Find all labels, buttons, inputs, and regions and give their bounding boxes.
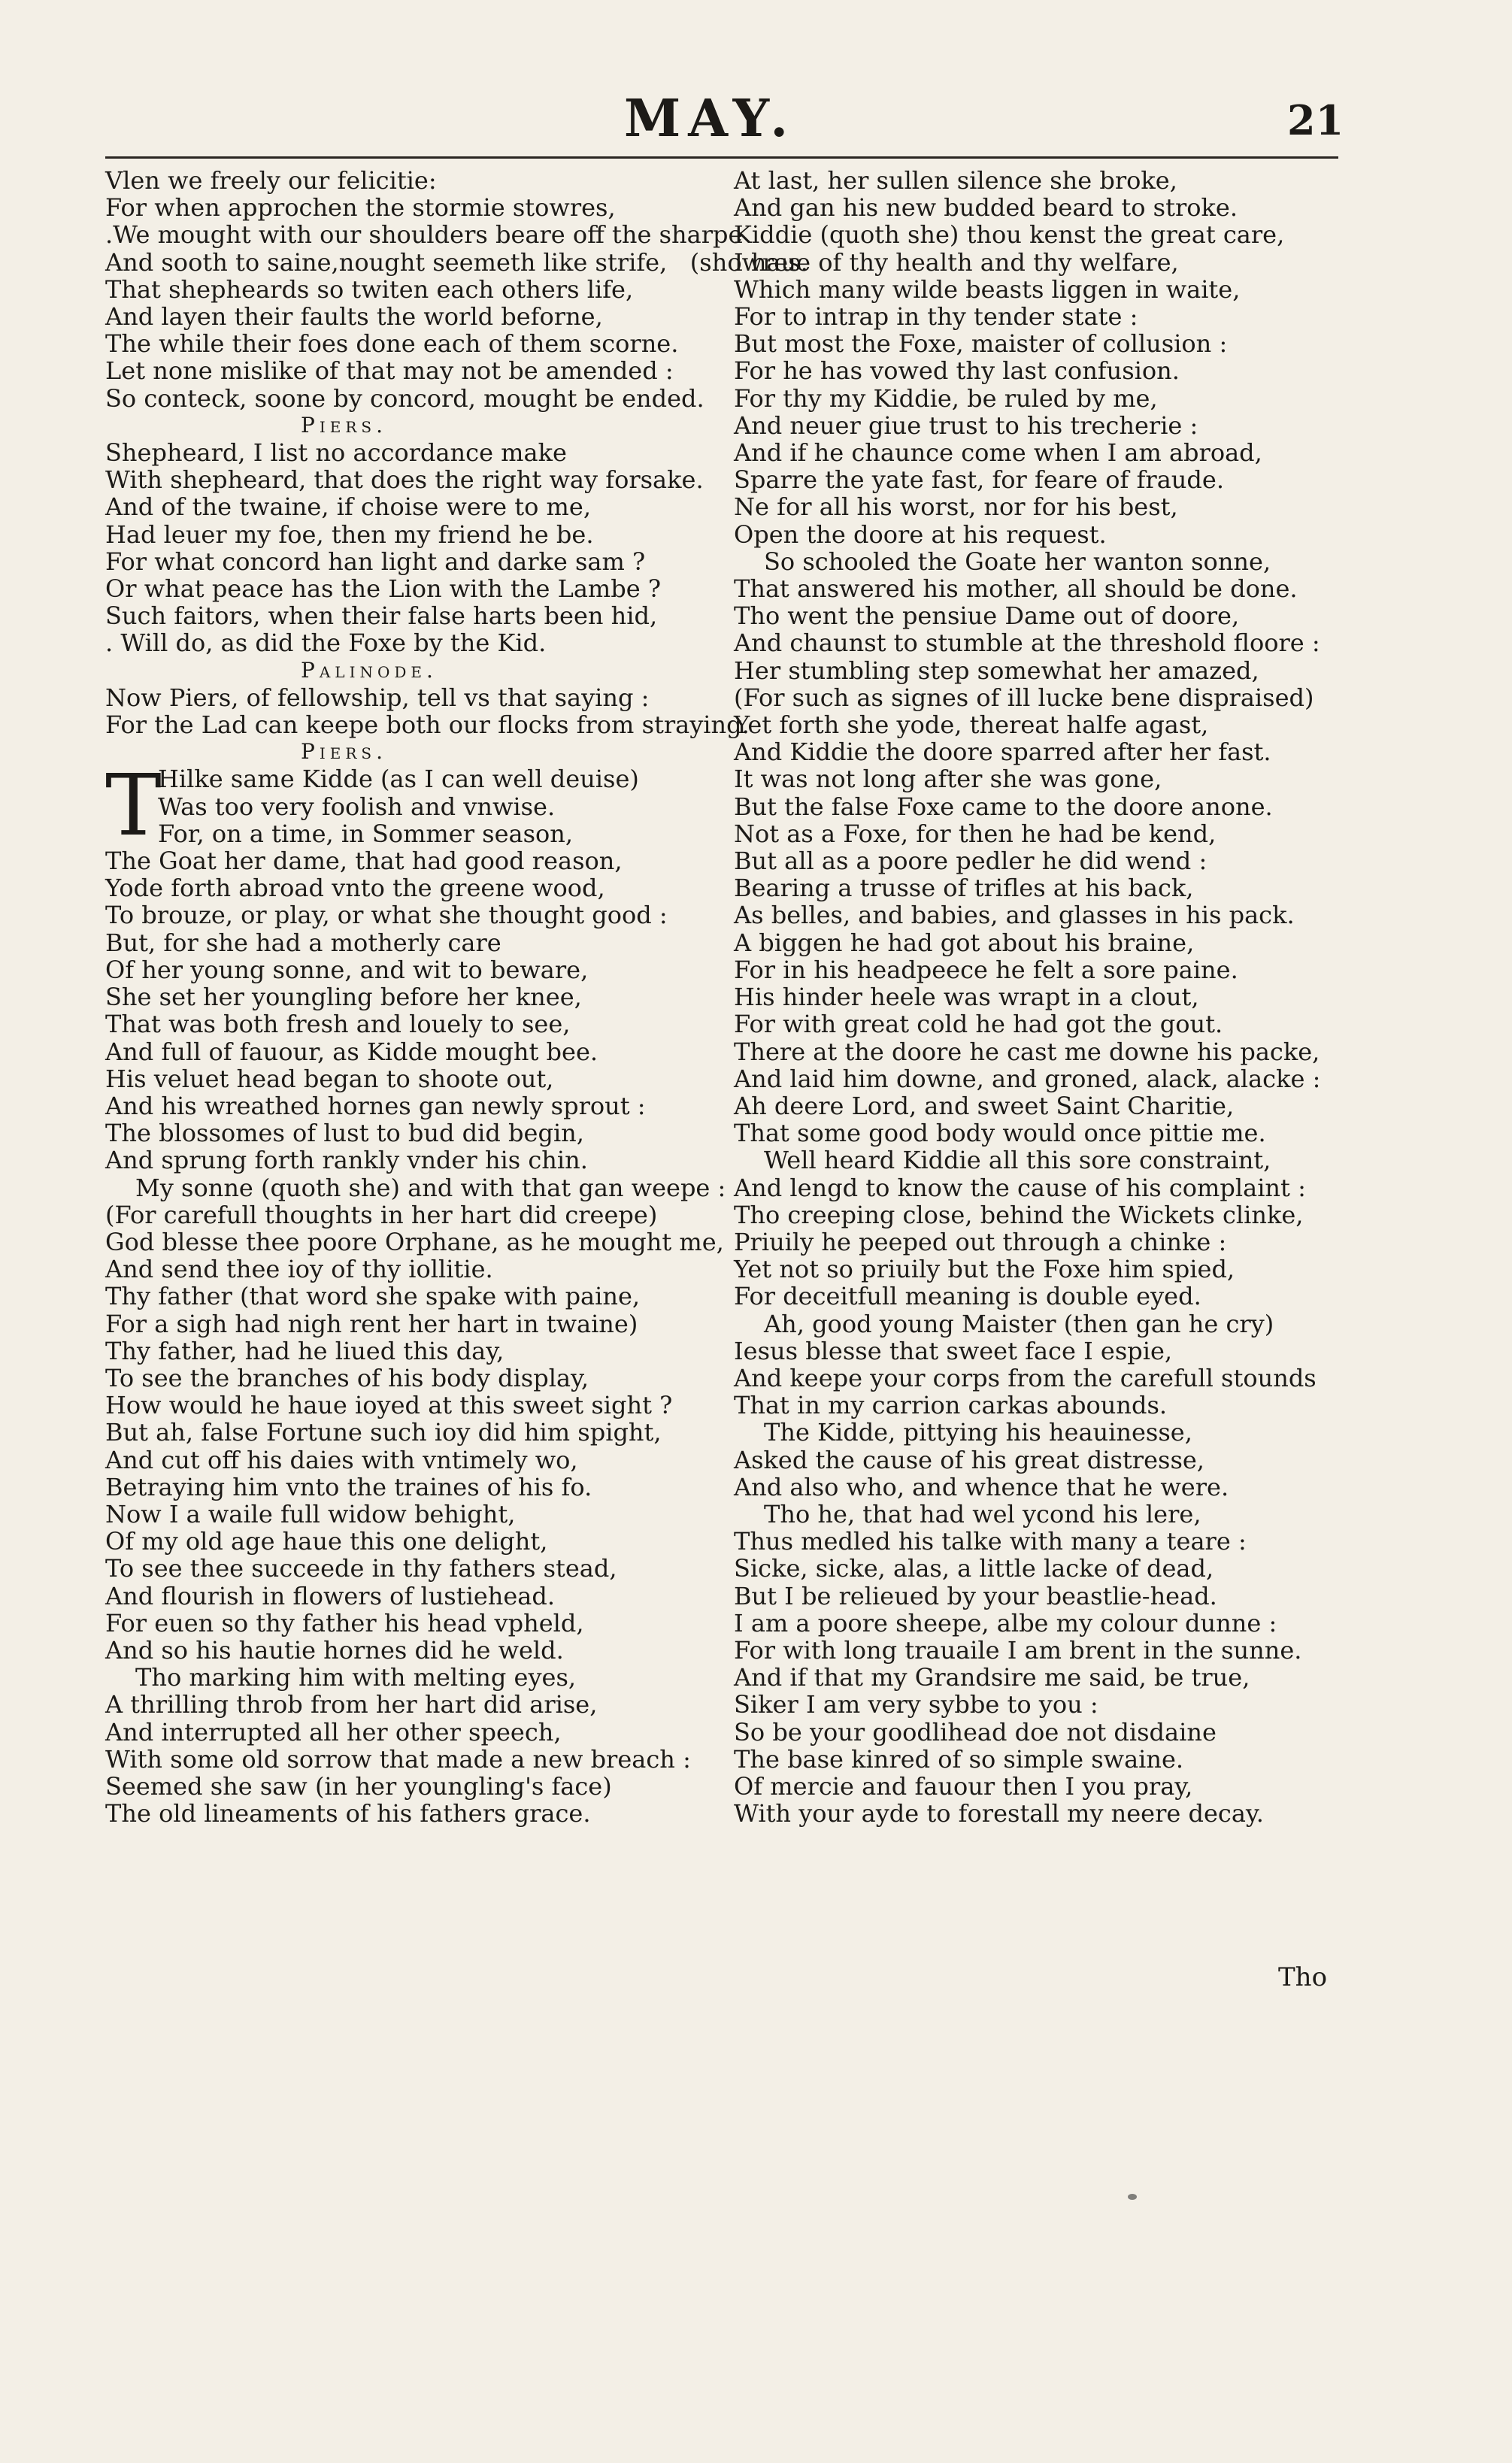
- verse-line: Was too very foolish and vnwise.: [158, 792, 556, 821]
- verse-line: Sparre the yate fast, for feare of fraude.: [734, 465, 1224, 495]
- verse-line: I haue of thy health and thy welfare,: [734, 247, 1179, 277]
- verse-line: Let none mislike of that may not be amended :: [105, 356, 674, 386]
- verse-line: For euen so thy father his head vpheld,: [105, 1608, 584, 1637]
- catchword: Tho: [1278, 1962, 1328, 1992]
- verse-line: Ah deere Lord, and sweet Saint Charitie,: [734, 1091, 1235, 1120]
- verse-line: Her stumbling step somewhat her amazed,: [734, 656, 1259, 685]
- verse-line: That some good body would once pittie me.: [734, 1119, 1266, 1148]
- verse-line: The old lineaments of his fathers grace.: [105, 1799, 591, 1828]
- verse-line: Thus medled his talke with many a teare :: [734, 1527, 1247, 1556]
- verse-line: For with great cold he had got the gout.: [734, 1010, 1223, 1039]
- verse-line: And send thee ioy of thy iollitie.: [105, 1255, 493, 1284]
- speaker-heading: Piers.: [301, 739, 387, 765]
- verse-line: Now Piers, of fellowship, tell vs that saying :: [105, 683, 650, 712]
- verse-line: So be your goodlihead doe not disdaine: [734, 1717, 1217, 1747]
- verse-line: With your ayde to forestall my neere decay.: [734, 1799, 1264, 1828]
- left-column: [105, 166, 808, 1828]
- verse-line: For the Lad can keepe both our flocks from straying.: [105, 710, 750, 740]
- verse-line: Yet not so priuily but the Foxe him spied,: [734, 1255, 1235, 1284]
- verse-line: And if that my Grandsire me said, be true,: [734, 1663, 1250, 1692]
- verse-line: Not as a Foxe, for then he had be kend,: [734, 819, 1217, 848]
- verse-line: Which many wilde beasts liggen in waite,: [734, 274, 1241, 304]
- verse-line: Tho went the pensiue Dame out of doore,: [734, 601, 1240, 631]
- verse-line: It was not long after she was gone,: [734, 765, 1162, 794]
- verse-line: So conteck, soone by concord, mought be ended.: [105, 383, 704, 413]
- verse-line: Of mercie and fauour then I you pray,: [734, 1771, 1193, 1801]
- verse-line: Such faitors, when their false harts been hid,: [105, 601, 658, 631]
- dropcap-block: [105, 757, 782, 856]
- verse-line: And cut off his daies with vntimely wo,: [105, 1445, 578, 1474]
- verse-line: And neuer giue trust to his trecherie :: [734, 410, 1198, 440]
- page-title: MAY.: [624, 89, 796, 149]
- verse-line: The while their foes done each of them scorne.: [105, 329, 679, 359]
- verse-line: (For carefull thoughts in her hart did creepe): [105, 1200, 658, 1229]
- verse-line: Of her young sonne, and wit to beware,: [105, 955, 589, 984]
- verse-line: There at the doore he cast me downe his packe,: [734, 1037, 1320, 1066]
- verse-line: Hilke same Kidde (as I can well deuise): [158, 765, 639, 794]
- verse-line: So schooled the Goate her wanton sonne,: [764, 547, 1271, 576]
- verse-line: And gan his new budded beard to stroke.: [734, 193, 1238, 223]
- verse-line: And chaunst to stumble at the threshold floore :: [734, 629, 1320, 658]
- verse-line: Priuily he peeped out through a chinke :: [734, 1227, 1227, 1256]
- verse-line: .We mought with our shoulders beare off the sharpe: [105, 220, 743, 250]
- verse-line: Seemed she saw (in her youngling's face): [105, 1771, 612, 1801]
- verse-line: And keepe your corps from the carefull stounds: [734, 1363, 1317, 1392]
- verse-line: I am a poore sheepe, albe my colour dunne :: [734, 1608, 1277, 1637]
- verse-line: Yet forth she yode, thereat halfe agast,: [734, 710, 1209, 740]
- verse-line: The Kidde, pittying his heauinesse,: [764, 1418, 1192, 1447]
- verse-line: And also who, and whence that he were.: [734, 1472, 1229, 1501]
- verse-line: But ah, false Fortune such ioy did him spight,: [105, 1418, 662, 1447]
- verse-line: For in his headpeece he felt a sore paine.: [734, 955, 1238, 984]
- verse-line: . Will do, as did the Foxe by the Kid.: [105, 629, 547, 658]
- verse-line: And Kiddie the doore sparred after her fast.: [734, 738, 1271, 767]
- verse-line: Tho marking him with melting eyes,: [135, 1663, 577, 1692]
- verse-line: Tho he, that had wel ycond his lere,: [764, 1499, 1201, 1528]
- verse-line: Shepheard, I list no accordance make: [105, 438, 567, 468]
- verse-line: Ne for all his worst, nor for his best,: [734, 492, 1178, 522]
- verse-line: For deceitfull meaning is double eyed.: [734, 1282, 1201, 1311]
- right-column: [734, 167, 1410, 1827]
- verse-line: How would he haue ioyed at this sweet sight ?: [105, 1391, 673, 1420]
- verse-line: God blesse thee poore Orphane, as he mought me,: [105, 1227, 724, 1256]
- verse-line: She set her youngling before her knee,: [105, 983, 582, 1012]
- verse-line: Now I a waile full widow behight,: [105, 1499, 516, 1528]
- verse-line: Asked the cause of his great distresse,: [734, 1445, 1204, 1474]
- verse-line: For to intrap in thy tender state :: [734, 302, 1138, 332]
- verse-line: To brouze, or play, or what she thought good :: [105, 901, 668, 930]
- verse-line: That in my carrion carkas abounds.: [734, 1391, 1168, 1420]
- verse-line: For what concord han light and darke sam ?: [105, 547, 646, 576]
- verse-line: But, for she had a motherly care: [105, 928, 501, 957]
- verse-line: Of my old age haue this one delight,: [105, 1527, 548, 1556]
- verse-line: That was both fresh and louely to see,: [105, 1010, 571, 1039]
- verse-line: And his wreathed hornes gan newly sprout :: [105, 1091, 646, 1120]
- verse-line: Thy father (that word she spake with paine,: [105, 1282, 641, 1311]
- verse-line: Tho creeping close, behind the Wickets clinke,: [734, 1200, 1304, 1229]
- verse-line: Kiddie (quoth she) thou kenst the great care,: [734, 220, 1285, 250]
- verse-line: The Goat her dame, that had good reason,: [105, 847, 623, 876]
- verse-line: Sicke, sicke, alas, a little lacke of dead,: [734, 1554, 1214, 1583]
- verse-line: Betraying him vnto the traines of his fo.: [105, 1472, 592, 1501]
- verse-line: With some old sorrow that made a new breach :: [105, 1744, 691, 1774]
- verse-line: And flourish in flowers of lustiehead.: [105, 1581, 556, 1610]
- verse-line: As belles, and babies, and glasses in his pack.: [734, 901, 1295, 930]
- verse-line: For he has vowed thy last confusion.: [734, 356, 1180, 386]
- verse-line: With shepheard, that does the right way forsake.: [105, 465, 704, 495]
- verse-line: But the false Foxe came to the doore anone.: [734, 792, 1273, 821]
- verse-line: And lengd to know the cause of his complaint :: [734, 1173, 1306, 1202]
- verse-line: And of the twaine, if choise were to me,: [105, 492, 591, 522]
- speaker-heading: Piers.: [301, 412, 387, 438]
- verse-line: For with long trauaile I am brent in the sunne.: [734, 1635, 1302, 1665]
- verse-line: The base kinred of so simple swaine.: [734, 1744, 1184, 1774]
- verse-line: And laid him downe, and groned, alack, alacke :: [734, 1064, 1321, 1093]
- verse-line: And full of fauour, as Kidde mought bee.: [105, 1037, 598, 1066]
- verse-line: His hinder heele was wrapt in a clout,: [734, 983, 1199, 1012]
- verse-line: Thy father, had he liued this day,: [105, 1336, 505, 1365]
- verse-line: Siker I am very sybbe to you :: [734, 1690, 1098, 1719]
- verse-line: And sooth to saine,nought seemeth like strife, (showres.: [105, 247, 808, 277]
- verse-line: At last, her sullen silence she broke,: [734, 166, 1177, 195]
- verse-line: But all as a poore pedler he did wend :: [734, 847, 1207, 876]
- verse-line: My sonne (quoth she) and with that gan weepe :: [135, 1173, 726, 1202]
- verse-line: A thrilling throb from her hart did arise,: [105, 1690, 598, 1719]
- verse-line: To see thee succeede in thy fathers stead,: [105, 1554, 617, 1583]
- verse-line: To see the branches of his body display,: [105, 1363, 589, 1392]
- verse-line: For thy my Kiddie, be ruled by me,: [734, 383, 1158, 413]
- verse-line: (For such as signes of ill lucke bene dispraised): [734, 683, 1314, 712]
- verse-line: And so his hautie hornes did he weld.: [105, 1635, 564, 1665]
- dropcap-letter: T: [105, 757, 162, 856]
- verse-line: For a sigh had nigh rent her hart in twaine): [105, 1309, 638, 1338]
- verse-line: Well heard Kiddie all this sore constraint,: [764, 1146, 1271, 1175]
- verse-line: For when approchen the stormie stowres,: [105, 193, 616, 223]
- verse-line: Bearing a trusse of trifles at his back,: [734, 874, 1194, 903]
- verse-line: That shepheards so twiten each others life,: [105, 274, 634, 304]
- verse-line: Yode forth abroad vnto the greene wood,: [105, 874, 605, 903]
- header-rule: [105, 156, 1338, 159]
- verse-line: Vlen we freely our felicitie:: [105, 166, 437, 195]
- verse-line: Open the doore at his request.: [734, 520, 1107, 549]
- verse-line: But I be relieued by your beastlie-head.: [734, 1581, 1217, 1610]
- verse-line: And if he chaunce come when I am abroad,: [734, 438, 1262, 468]
- verse-line: For, on a time, in Sommer season,: [158, 819, 574, 848]
- ink-smudge: [1128, 2194, 1137, 2200]
- verse-line: Iesus blesse that sweet face I espie,: [734, 1336, 1173, 1365]
- verse-line: And interrupted all her other speech,: [105, 1717, 562, 1747]
- page-number: 21: [1287, 96, 1344, 144]
- verse-line: Or what peace has the Lion with the Lambe ?: [105, 574, 661, 604]
- verse-line: Ah, good young Maister (then gan he cry): [764, 1309, 1274, 1338]
- verse-line: And layen their faults the world beforne,: [105, 302, 603, 332]
- verse-line: His veluet head began to shoote out,: [105, 1064, 554, 1093]
- speaker-heading: Palinode.: [301, 657, 438, 683]
- verse-line: A biggen he had got about his braine,: [734, 928, 1195, 957]
- verse-line: And sprung forth rankly vnder his chin.: [105, 1146, 588, 1175]
- verse-line: Had leuer my foe, then my friend he be.: [105, 520, 594, 549]
- verse-line: The blossomes of lust to bud did begin,: [105, 1119, 584, 1148]
- verse-line: But most the Foxe, maister of collusion :: [734, 329, 1228, 359]
- verse-line: That answered his mother, all should be done.: [734, 574, 1298, 604]
